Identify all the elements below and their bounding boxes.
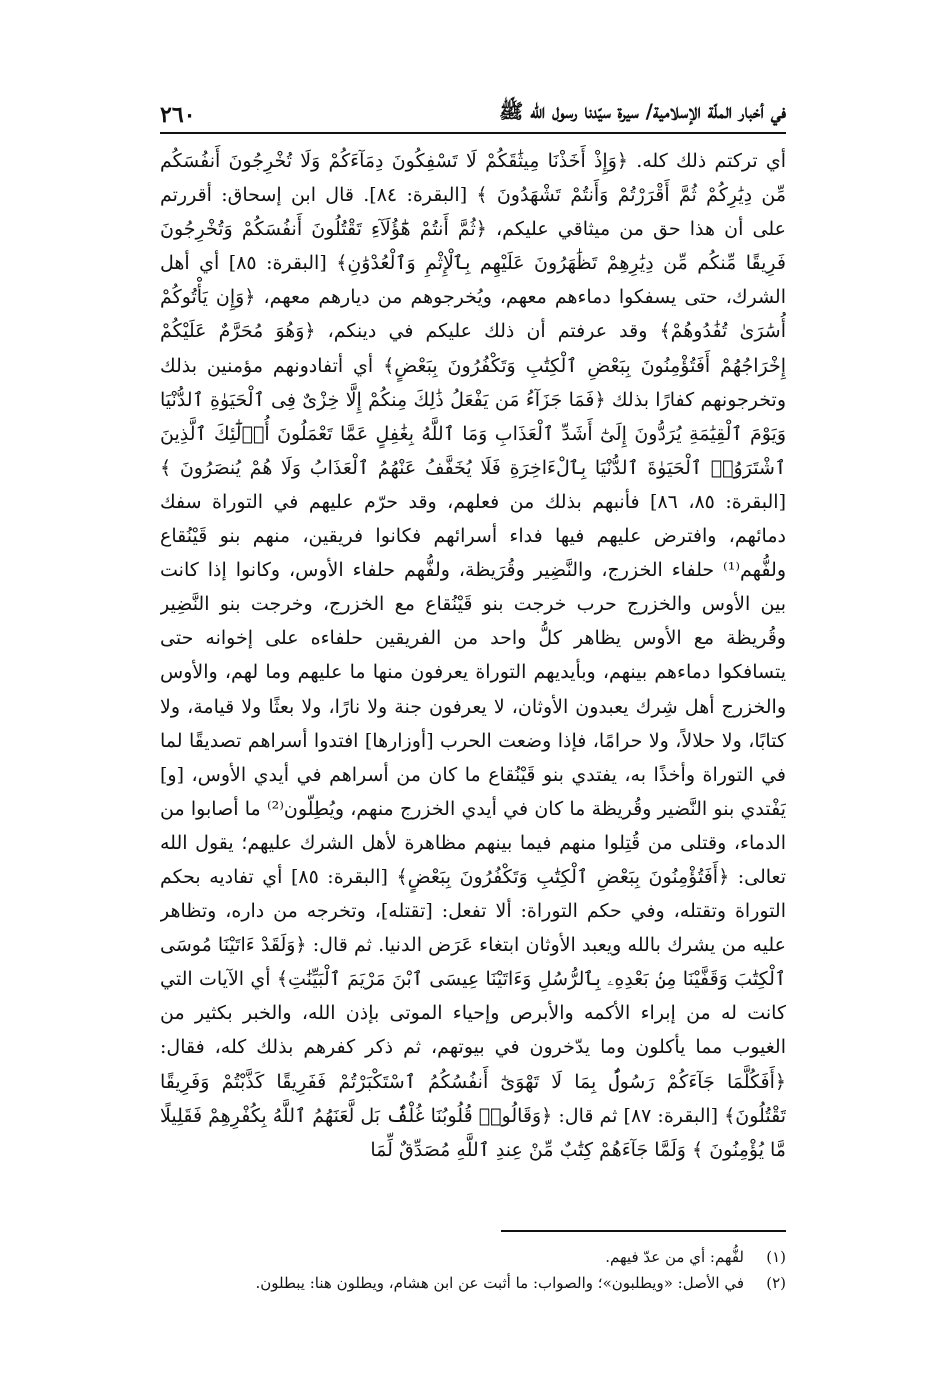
page-header — [160, 88, 786, 134]
footnote-number: (١) — [766, 1248, 786, 1266]
body-paragraph: أي تركتم ذلك كله. ﴿وَإِذْ أَخَذْنَا مِيثَٰقَكُمْ لَا تَسْفِكُونَ دِمَآءَكُمْ وَلَا تُخْرِجُونَ أَنفُسَكُم مِّن دِيَٰرِكُمْ ثُمَّ أَقْرَرْتُمْ وَأَنتُمْ تَشْهَدُونَ ﴾ [البقرة: ٨٤]. قال ابن إسحاق: أقررتم على أن هذا حق من ميثاقي عليكم، ﴿ثُمَّ أَنتُمْ هَٰٓؤُلَآءِ تَقْتُلُونَ أَنفُسَكُمْ وَتُخْرِجُونَ فَرِيقًا مِّنكُم مِّن دِيَٰرِهِمْ تَظَٰهَرُونَ عَلَيْهِم بِٱلْإِثْمِ وَٱلْعُدْوَٰنِ﴾ [البقرة: ٨٥] أي أهل الشرك، حتى يسفكوا دماءهم معهم، ويُخرجوهم من ديارهم معهم، ﴿وَإِن يَأْتُوكُمْ أُسَٰرَىٰ تُفَٰدُوهُمْ﴾ وقد عرفتم أن ذلك عليكم في دينكم، ﴿وَهُوَ مُحَرَّمٌ عَلَيْكُمْ إِخْرَاجُهُمْ أَفَتُؤْمِنُونَ بِبَعْضِ ٱلْكِتَٰبِ وَتَكْفُرُونَ بِبَعْضٍ﴾ أي أتفادونهم مؤمنين بذلك وتخرجونهم كفارًا بذلك ﴿فَمَا جَزَآءُ مَن يَفْعَلُ ذَٰلِكَ مِنكُمْ إِلَّا خِزْىٌ فِى ٱلْحَيَوٰةِ ٱلدُّنْيَا وَيَوْمَ ٱلْقِيَٰمَةِ يُرَدُّونَ إِلَىٰٓ أَشَدِّ ٱلْعَذَابِ وَمَا ٱللَّهُ بِغَٰفِلٍ عَمَّا تَعْمَلُونَ أُو۟لَٰٓئِكَ ٱلَّذِينَ ٱشْتَرَوُا۟ ٱلْحَيَوٰةَ ٱلدُّنْيَا بِٱلْءَاخِرَةِ فَلَا يُخَفَّفُ عَنْهُمُ ٱلْعَذَابُ وَلَا هُمْ يُنصَرُونَ ﴾ [البقرة: ٨٥، ٨٦] فأنبهم بذلك من فعلهم، وقد حرّم عليهم في التوراة سفك دمائهم، وافترض عليهم فيها فداء أسرائهم فكانوا فريقين، منهم بنو قَيْنُقاع ولفُّهم⁽¹⁾ حلفاء الخزرج، والنَّضِير وقُرَيظة، ولفُّهم حلفاء الأوس، وكانوا إذا كانت بين الأوس والخزرج حرب خرجت بنو قَيْنُقاع مع الخزرج، وخرجت بنو النَّضِير وقُريظة مع الأوس يظاهر كلُّ واحد من الفريقين حلفاءه على إخوانه حتى يتسافكوا دماءهم بينهم، وبأيديهم التوراة يعرفون منها ما عليهم وما لهم، والأوس والخزرج أهل شِرك يعبدون الأوثان، لا يعرفون جنة ولا نارًا، ولا بعثًا ولا قيامة، ولا كتابًا، ولا حلالاً، ولا حرامًا، فإذا وضعت الحرب [أوزارها] افتدوا أسراهم تصديقًا لما في التوراة وأخذًا به، يفتدي بنو قَيْنُقاع ما كان من أسراهم في أيدي الأوس، [و] يَفْتدي بنو النَّضير وقُريظة ما كان في أيدي الخزرج منهم، ويُطِلّون⁽²⁾ ما أصابوا من الدماء، وقتلى من قُتِلوا منهم فيما بينهم مظاهرة لأهل الشرك عليهم؛ يقول الله تعالى: ﴿أَفَتُؤْمِنُونَ بِبَعْضِ ٱلْكِتَٰبِ وَتَكْفُرُونَ بِبَعْضٍ﴾ [البقرة: ٨٥] أي تفاديه بحكم التوراة وتقتله، وفي حكم التوراة: ألا تفعل: [تقتله]، وتخرجه من داره، وتظاهر عليه من يشرك بالله ويعبد الأوثان ابتغاء عَرَض الدنيا. ثم قال: ﴿وَلَقَدْ ءَاتَيْنَا مُوسَى ٱلْكِتَٰبَ وَقَفَّيْنَا مِنۢ بَعْدِهِۦ بِٱلرُّسُلِ وَءَاتَيْنَا عِيسَى ٱبْنَ مَرْيَمَ ٱلْبَيِّنَٰتِ﴾ أي الآيات التي كانت له من إبراء الأكمه والأبرص وإحياء الموتى بإذن الله، والخبر بكثير من الغيوب مما يأكلون وما يدّخرون في بيوتهم، ثم ذكر كفرهم بذلك كله، فقال: ﴿أَفَكُلَّمَا جَآءَكُمْ رَسُولٌۢ بِمَا لَا تَهْوَىٰٓ أَنفُسُكُمُ ٱسْتَكْبَرْتُمْ فَفَرِيقًا كَذَّبْتُمْ وَفَرِيقًا تَقْتُلُونَ﴾ [البقرة: ٨٧] ثم قال: ﴿وَقَالُوا۟ قُلُوبُنَا غُلْفٌۢ بَل لَّعَنَهُمُ ٱللَّهُ بِكُفْرِهِمْ فَقَلِيلًا مَّا يُؤْمِنُونَ ﴾ وَلَمَّا جَآءَهُمْ كِتَٰبٌ مِّنْ عِندِ ٱللَّهِ مُصَدِّقٌ لِّمَا — [160, 150, 786, 1161]
running-title: في أخبار الملّة الإسلامية/ سيرة سيّدنا رسول الله ﷺ — [499, 99, 786, 123]
footnote-separator — [501, 1230, 786, 1232]
footnote-2 — [160, 1270, 786, 1296]
footnote-text: في الأصل: «ويطلبون»؛ والصواب: ما أثبت عن ابن هشام، ويطلون هنا: يبطلون. — [255, 1274, 744, 1292]
page-number: ٢٦٠ — [160, 102, 196, 128]
footnote-1 — [160, 1244, 786, 1270]
footnotes — [160, 1244, 786, 1296]
main-text — [160, 144, 786, 1200]
footnote-text: لفُّهم: أي من عدّ فيهم. — [605, 1248, 744, 1266]
footnote-number: (٢) — [766, 1274, 786, 1292]
